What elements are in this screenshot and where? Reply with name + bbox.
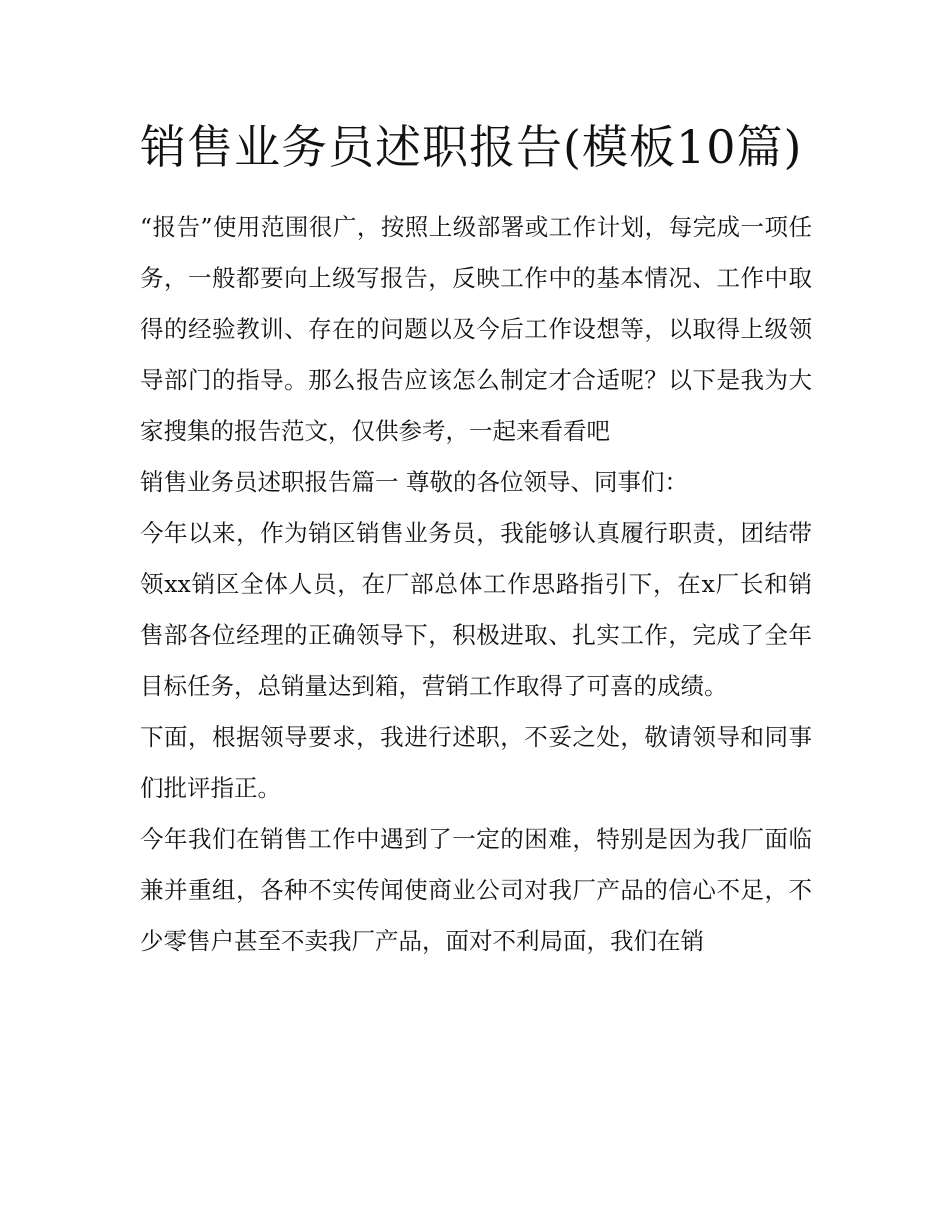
document-title: 销售业务员述职报告(模板10篇) xyxy=(140,120,803,174)
paragraph-achievements: 今年以来，作为销区销售业务员，我能够认真履行职责，团结带领xx销区全体人员，在厂部总体工作思路指引下，在x厂长和销售部各位经理的正确领导下，积极进取、扎实工作，完成了全年目标任务，总销量达到箱，营销工作取得了可喜的成绩。 xyxy=(140,519,812,700)
paragraph-section-heading: 销售业务员述职报告篇一 尊敬的各位领导、同事们： xyxy=(140,468,688,496)
paragraph-intro: “报告”使用范围很广，按照上级部署或工作计划，每完成一项任务，一般都要向上级写报告，反映工作中的基本情况、工作中取得的经验教训、存在的问题以及今后工作设想等，以取得上级领导部门的指导。那么报告应该怎么制定才合适呢？以下是我为大家搜集的报告范文，仅供参考，一起来看看吧 xyxy=(140,213,812,445)
paragraph-report-intro: 下面，根据领导要求，我进行述职，不妥之处，敬请领导和同事们批评指正。 xyxy=(140,723,812,802)
document-page xyxy=(140,108,812,967)
document-body xyxy=(140,202,812,967)
paragraph-difficulties: 今年我们在销售工作中遇到了一定的困难，特别是因为我厂面临兼并重组，各种不实传闻使商业公司对我厂产品的信心不足，不少零售户甚至不卖我厂产品，面对不利局面，我们在销 xyxy=(140,825,812,955)
